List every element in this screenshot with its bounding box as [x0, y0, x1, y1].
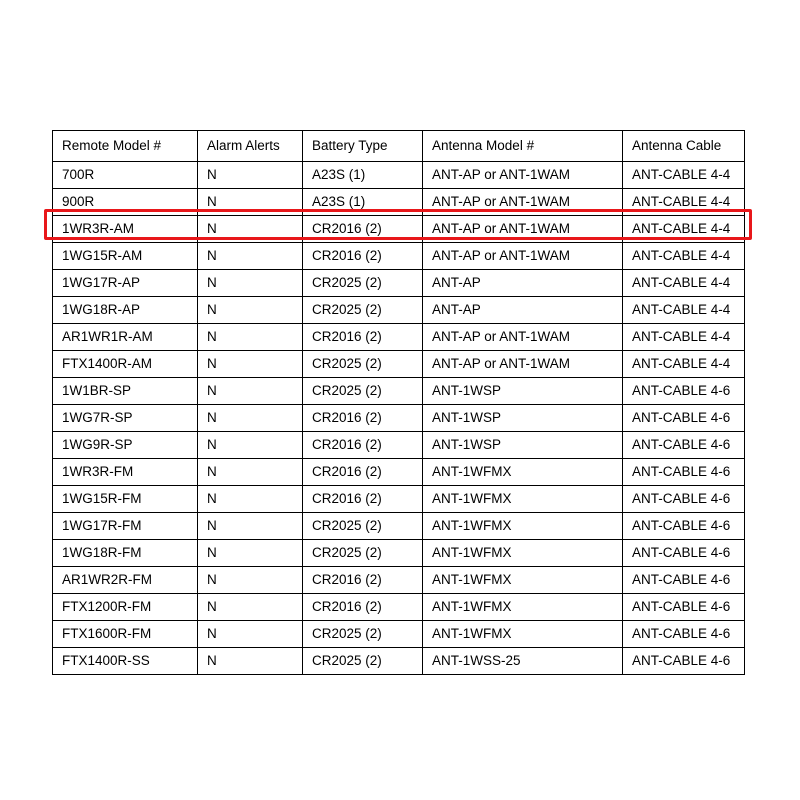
cell-antenna-model: ANT-1WSS-25 [423, 648, 623, 675]
cell-remote-model: 1WG17R-FM [53, 513, 198, 540]
cell-antenna-cable: ANT-CABLE 4-4 [623, 216, 745, 243]
cell-battery-type: CR2025 (2) [303, 540, 423, 567]
table-row [53, 405, 745, 432]
column-header-antenna-cable: Antenna Cable [623, 131, 745, 162]
cell-antenna-cable: ANT-CABLE 4-6 [623, 459, 745, 486]
cell-antenna-model: ANT-AP or ANT-1WAM [423, 351, 623, 378]
cell-antenna-model: ANT-AP or ANT-1WAM [423, 162, 623, 189]
cell-alarm-alerts: N [198, 459, 303, 486]
cell-antenna-model: ANT-1WSP [423, 378, 623, 405]
cell-battery-type: CR2016 (2) [303, 432, 423, 459]
table-row [53, 270, 745, 297]
table-row-highlighted [53, 216, 745, 243]
cell-battery-type: A23S (1) [303, 189, 423, 216]
cell-remote-model: 1WG18R-FM [53, 540, 198, 567]
table-row [53, 513, 745, 540]
cell-remote-model: 1WR3R-AM [53, 216, 198, 243]
cell-antenna-cable: ANT-CABLE 4-4 [623, 270, 745, 297]
cell-battery-type: A23S (1) [303, 162, 423, 189]
cell-antenna-cable: ANT-CABLE 4-6 [623, 567, 745, 594]
table-header-row [53, 131, 745, 162]
cell-antenna-model: ANT-1WFMX [423, 513, 623, 540]
remote-compatibility-table [52, 130, 745, 675]
cell-antenna-cable: ANT-CABLE 4-6 [623, 648, 745, 675]
cell-antenna-model: ANT-1WSP [423, 405, 623, 432]
cell-battery-type: CR2025 (2) [303, 648, 423, 675]
cell-remote-model: 700R [53, 162, 198, 189]
cell-alarm-alerts: N [198, 243, 303, 270]
cell-antenna-cable: ANT-CABLE 4-6 [623, 513, 745, 540]
cell-antenna-cable: ANT-CABLE 4-4 [623, 243, 745, 270]
cell-battery-type: CR2016 (2) [303, 243, 423, 270]
table-row [53, 459, 745, 486]
cell-antenna-model: ANT-1WFMX [423, 459, 623, 486]
cell-antenna-cable: ANT-CABLE 4-6 [623, 486, 745, 513]
cell-alarm-alerts: N [198, 270, 303, 297]
cell-battery-type: CR2016 (2) [303, 486, 423, 513]
cell-antenna-model: ANT-1WSP [423, 432, 623, 459]
cell-alarm-alerts: N [198, 486, 303, 513]
cell-antenna-model: ANT-1WFMX [423, 567, 623, 594]
cell-antenna-cable: ANT-CABLE 4-4 [623, 162, 745, 189]
cell-remote-model: FTX1400R-AM [53, 351, 198, 378]
cell-antenna-cable: ANT-CABLE 4-6 [623, 621, 745, 648]
cell-antenna-cable: ANT-CABLE 4-6 [623, 540, 745, 567]
cell-battery-type: CR2025 (2) [303, 270, 423, 297]
cell-battery-type: CR2025 (2) [303, 378, 423, 405]
cell-remote-model: 1WR3R-FM [53, 459, 198, 486]
cell-antenna-model: ANT-AP or ANT-1WAM [423, 216, 623, 243]
cell-battery-type: CR2025 (2) [303, 297, 423, 324]
cell-battery-type: CR2016 (2) [303, 216, 423, 243]
column-header-alarm-alerts: Alarm Alerts [198, 131, 303, 162]
cell-remote-model: FTX1600R-FM [53, 621, 198, 648]
cell-battery-type: CR2016 (2) [303, 459, 423, 486]
cell-antenna-model: ANT-AP or ANT-1WAM [423, 243, 623, 270]
table-row [53, 189, 745, 216]
table-row [53, 243, 745, 270]
cell-alarm-alerts: N [198, 324, 303, 351]
table-row [53, 621, 745, 648]
spec-table-container [52, 130, 744, 675]
cell-antenna-model: ANT-1WFMX [423, 621, 623, 648]
cell-remote-model: 1WG15R-FM [53, 486, 198, 513]
cell-remote-model: AR1WR1R-AM [53, 324, 198, 351]
column-header-remote-model: Remote Model # [53, 131, 198, 162]
cell-remote-model: AR1WR2R-FM [53, 567, 198, 594]
table-row [53, 297, 745, 324]
cell-antenna-cable: ANT-CABLE 4-4 [623, 324, 745, 351]
cell-remote-model: 900R [53, 189, 198, 216]
cell-alarm-alerts: N [198, 351, 303, 378]
cell-alarm-alerts: N [198, 648, 303, 675]
cell-antenna-model: ANT-AP [423, 270, 623, 297]
cell-antenna-model: ANT-1WFMX [423, 594, 623, 621]
table-row [53, 351, 745, 378]
cell-alarm-alerts: N [198, 621, 303, 648]
cell-alarm-alerts: N [198, 189, 303, 216]
cell-antenna-model: ANT-1WFMX [423, 540, 623, 567]
table-header [53, 131, 745, 162]
cell-alarm-alerts: N [198, 297, 303, 324]
table-row [53, 540, 745, 567]
cell-antenna-model: ANT-AP [423, 297, 623, 324]
cell-alarm-alerts: N [198, 216, 303, 243]
cell-alarm-alerts: N [198, 378, 303, 405]
cell-antenna-cable: ANT-CABLE 4-6 [623, 405, 745, 432]
cell-remote-model: 1WG7R-SP [53, 405, 198, 432]
cell-battery-type: CR2025 (2) [303, 351, 423, 378]
cell-battery-type: CR2016 (2) [303, 324, 423, 351]
cell-battery-type: CR2016 (2) [303, 567, 423, 594]
cell-alarm-alerts: N [198, 567, 303, 594]
cell-remote-model: 1WG17R-AP [53, 270, 198, 297]
cell-alarm-alerts: N [198, 513, 303, 540]
cell-alarm-alerts: N [198, 162, 303, 189]
cell-antenna-model: ANT-AP or ANT-1WAM [423, 324, 623, 351]
cell-battery-type: CR2025 (2) [303, 621, 423, 648]
table-body [53, 162, 745, 675]
cell-antenna-cable: ANT-CABLE 4-4 [623, 351, 745, 378]
table-row [53, 594, 745, 621]
cell-alarm-alerts: N [198, 432, 303, 459]
cell-remote-model: 1W1BR-SP [53, 378, 198, 405]
cell-antenna-cable: ANT-CABLE 4-6 [623, 432, 745, 459]
table-row [53, 378, 745, 405]
cell-remote-model: FTX1400R-SS [53, 648, 198, 675]
cell-antenna-model: ANT-1WFMX [423, 486, 623, 513]
cell-battery-type: CR2016 (2) [303, 594, 423, 621]
cell-battery-type: CR2016 (2) [303, 405, 423, 432]
cell-antenna-cable: ANT-CABLE 4-4 [623, 297, 745, 324]
table-row [53, 567, 745, 594]
column-header-antenna-model: Antenna Model # [423, 131, 623, 162]
table-row [53, 324, 745, 351]
cell-remote-model: FTX1200R-FM [53, 594, 198, 621]
cell-remote-model: 1WG18R-AP [53, 297, 198, 324]
table-row [53, 432, 745, 459]
cell-alarm-alerts: N [198, 594, 303, 621]
table-row [53, 162, 745, 189]
cell-remote-model: 1WG9R-SP [53, 432, 198, 459]
column-header-battery-type: Battery Type [303, 131, 423, 162]
table-row [53, 486, 745, 513]
cell-alarm-alerts: N [198, 405, 303, 432]
cell-battery-type: CR2025 (2) [303, 513, 423, 540]
cell-antenna-cable: ANT-CABLE 4-6 [623, 594, 745, 621]
cell-antenna-cable: ANT-CABLE 4-4 [623, 189, 745, 216]
cell-antenna-cable: ANT-CABLE 4-6 [623, 378, 745, 405]
cell-alarm-alerts: N [198, 540, 303, 567]
cell-remote-model: 1WG15R-AM [53, 243, 198, 270]
cell-antenna-model: ANT-AP or ANT-1WAM [423, 189, 623, 216]
table-row [53, 648, 745, 675]
